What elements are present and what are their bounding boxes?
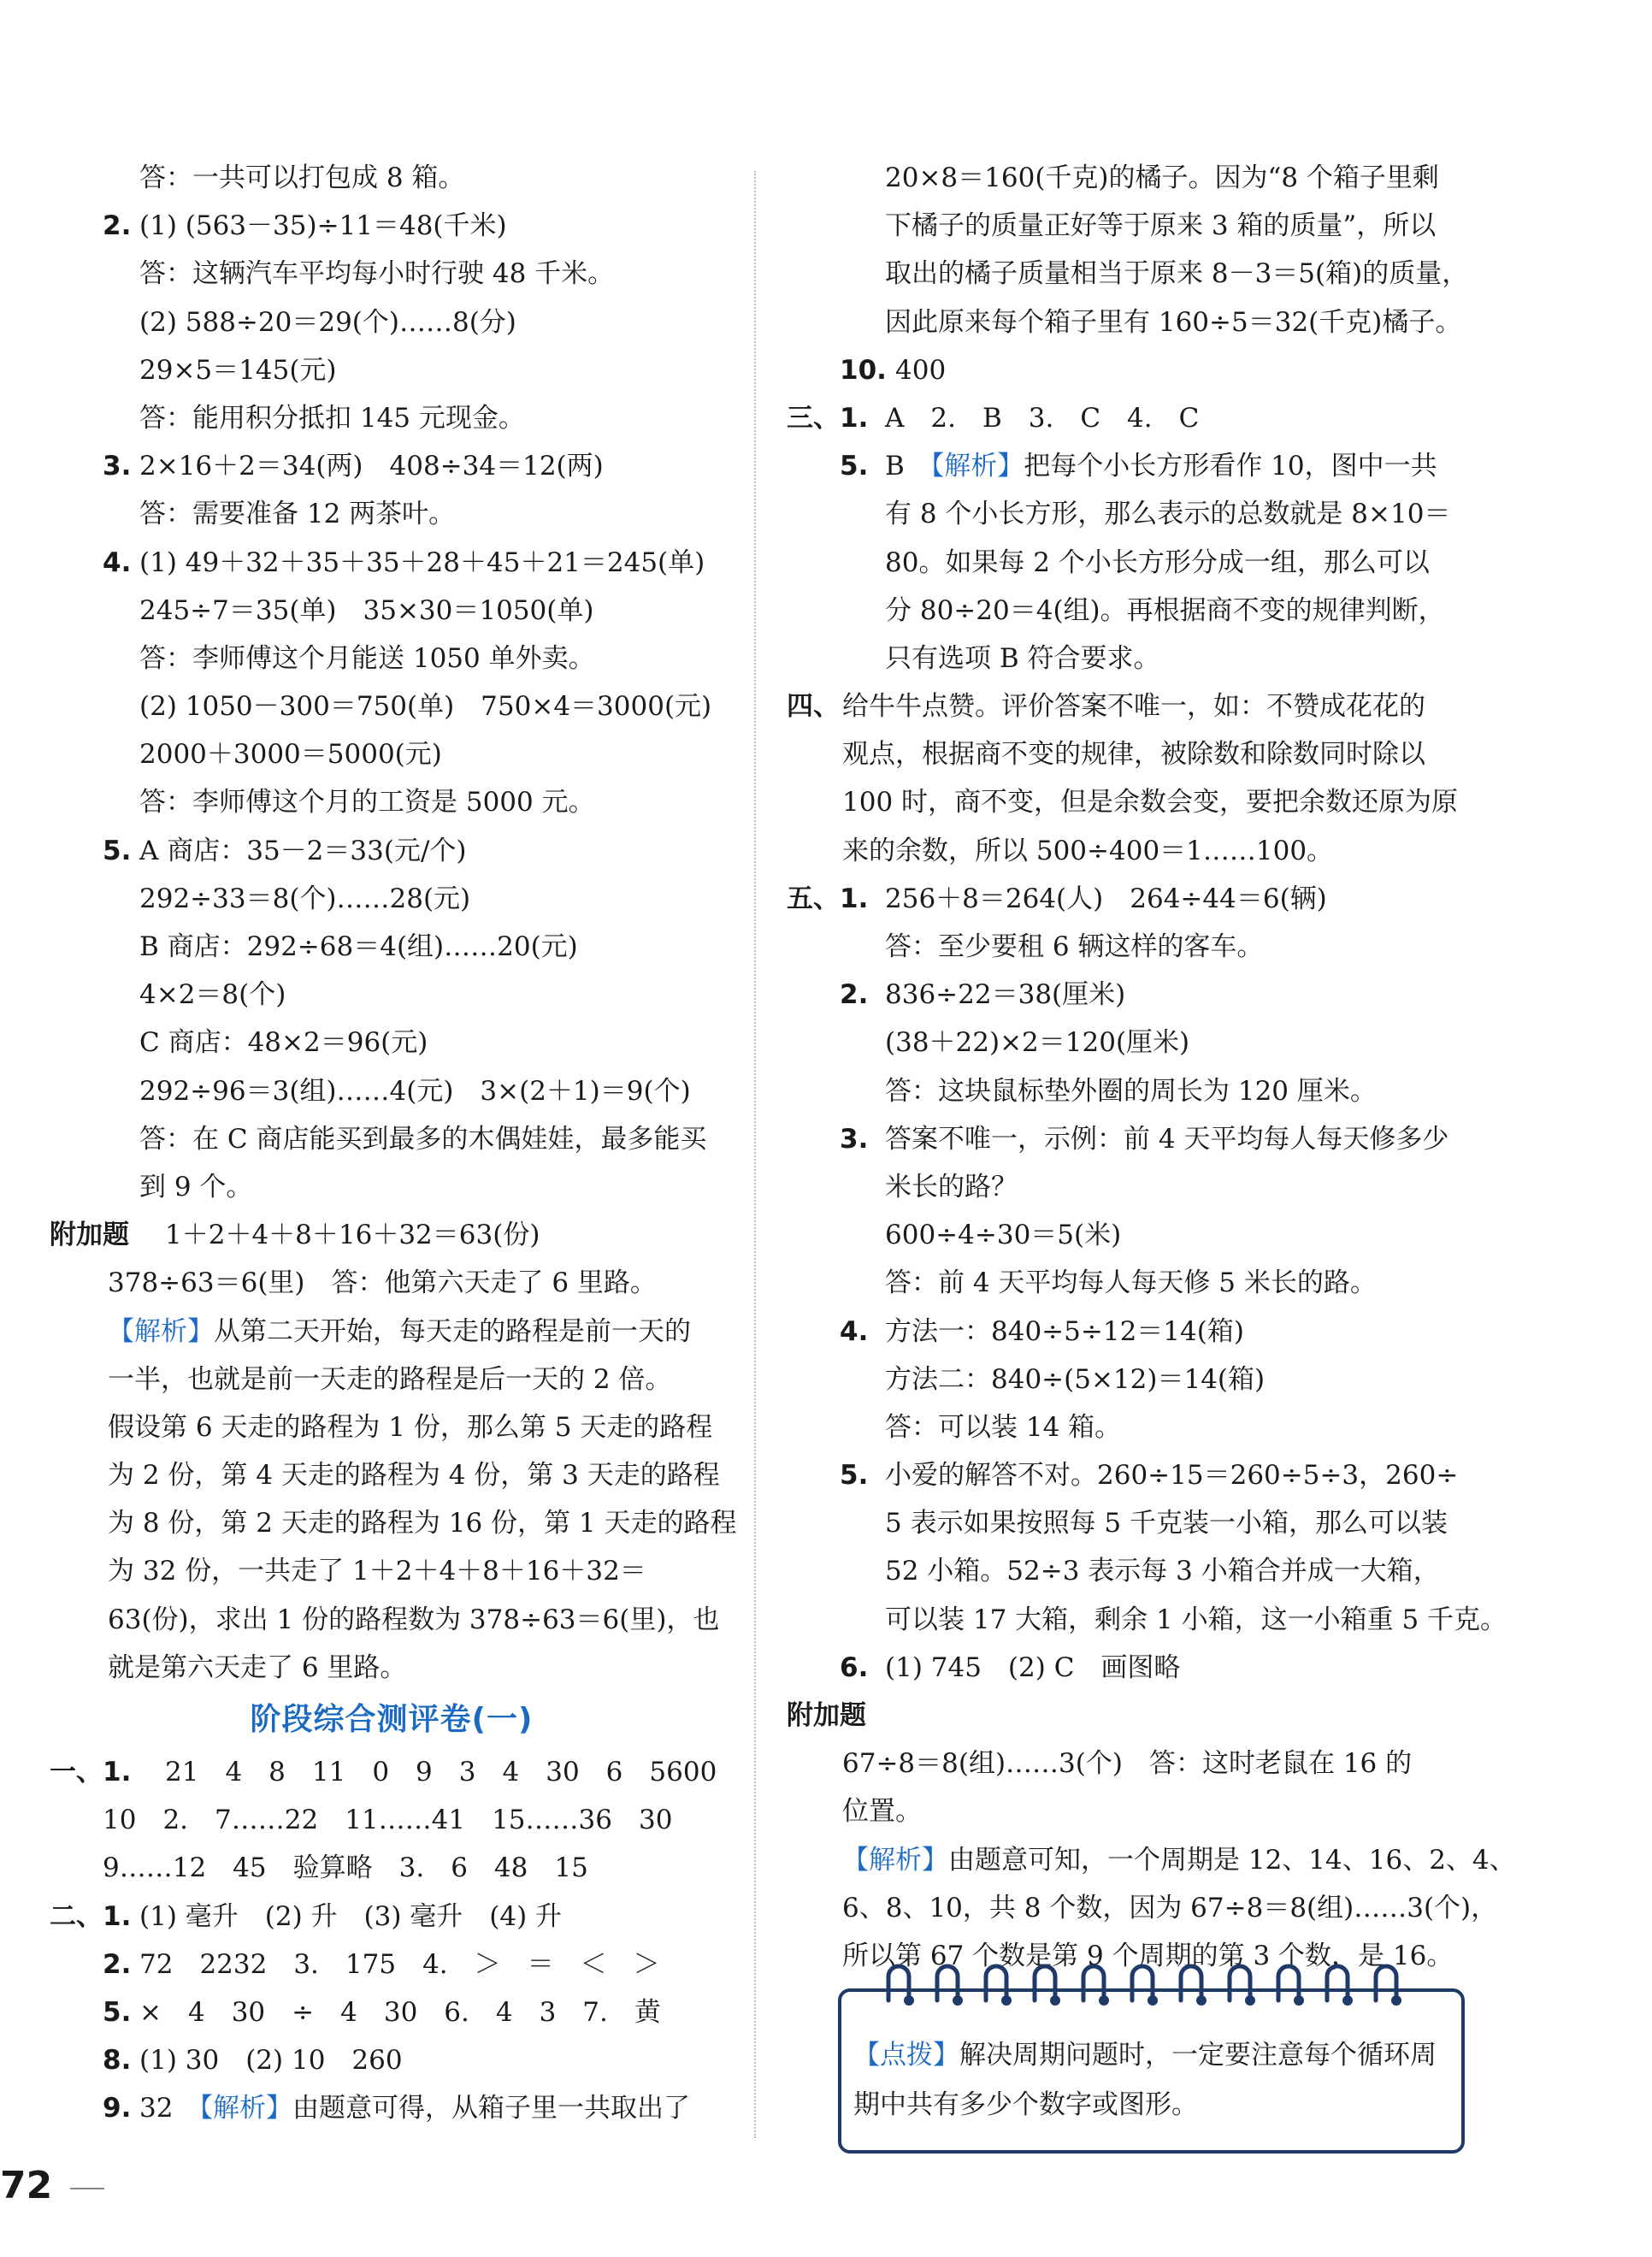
answer-main: 为 8 份，第 2 天走的路程为 16 份，第 1 天走的路程: [108, 1508, 737, 1539]
answer-line: [787, 1740, 1471, 1787]
answer-line: [50, 778, 734, 826]
answer-text: [139, 587, 593, 635]
answer-main: 所以第 67 个数是第 9 个周期的第 3 个数，是 16。: [842, 1940, 1454, 1971]
answer-text: [885, 1403, 1121, 1451]
answer-line: [50, 1115, 734, 1163]
analysis-text: 由题意可知，一个周期是 12、14、16、2、4、: [948, 1844, 1516, 1876]
tip-body: 解决周期问题时，一定要注意每个循环周期中共有多少个数字或图形。: [853, 2040, 1437, 2120]
section-number: 一、: [50, 1757, 103, 1787]
answer-text: [885, 1596, 1507, 1644]
answer-text: [139, 1988, 661, 2036]
answer-text: [139, 923, 578, 971]
answer-line: [50, 1403, 734, 1451]
answer-text: [108, 1644, 406, 1692]
answer-line: [787, 587, 1471, 635]
answer-text: [139, 971, 286, 1019]
answer-line: [50, 250, 734, 298]
answer-line: [50, 1499, 737, 1547]
answer-line: [787, 1644, 1471, 1692]
answer-line: [787, 346, 1471, 394]
answer-line: [50, 1163, 734, 1211]
answer-text: [842, 1740, 1412, 1787]
answer-line: [50, 635, 734, 682]
section-title: 阶段综合测评卷(一): [250, 1702, 534, 1737]
answer-line: [50, 1596, 734, 1644]
answer-text: [885, 1499, 1448, 1547]
answer-line: [787, 442, 1471, 490]
answer-text: [108, 1403, 712, 1451]
question-number: 3.: [103, 451, 132, 482]
answer-text: [842, 682, 1425, 730]
answer-main: 下橘子的质量正好等于原来 3 箱的质量”，所以: [885, 210, 1437, 242]
answer-main: 5 表示如果按照每 5 千克装一小箱，那么可以装: [885, 1508, 1448, 1539]
answer-line: [50, 1259, 734, 1307]
answer-line: [50, 587, 734, 635]
answer-main: 67÷8＝8(组)……3(个) 答：这时老鼠在 16 的: [842, 1748, 1413, 1780]
answer-line: [787, 682, 1471, 730]
answer-text: [885, 490, 1450, 538]
answer-main: 答案不唯一，示例：前 4 天平均每人每天修多少: [885, 1123, 1449, 1155]
answer-text: [139, 1893, 562, 1941]
answer-line: [50, 2036, 734, 2084]
answer-text: [885, 1308, 1244, 1356]
question-number: 1.: [103, 1757, 132, 1787]
answer-text: [885, 1115, 1448, 1163]
answer-main: 21 4 8 11 0 9 3 4 30 6 5600: [165, 1757, 717, 1787]
answer-main: 为 32 份，一共走了 1＋2＋4＋8＋16＋32＝: [108, 1556, 646, 1587]
answer-line: [50, 1211, 734, 1259]
answer-text: [139, 682, 711, 730]
answer-text: [165, 1748, 717, 1796]
answer-main: C 商店：48×2＝96(元): [139, 1027, 428, 1059]
answer-main: 小爱的解答不对。260÷15＝260÷5÷3，260÷: [885, 1460, 1459, 1492]
answer-text: [842, 730, 1425, 778]
left-column: [50, 154, 737, 2133]
answer-text: [885, 1644, 1180, 1692]
answer-line: [787, 539, 1471, 587]
analysis-text: 把每个小长方形看作 10，图中一共: [1024, 451, 1437, 482]
answer-main: 答：需要准备 12 两茶叶。: [139, 499, 456, 530]
answer-text: [139, 154, 464, 202]
notebook-rings-icon: [841, 1958, 1461, 2012]
column-divider: [754, 171, 756, 2138]
answer-main: 方法一：840÷5÷12＝14(箱): [885, 1315, 1244, 1347]
answer-main: 观点，根据商不变的规律，被除数和除数同时除以: [842, 739, 1425, 771]
answer-text: [895, 346, 946, 394]
answer-line: [787, 1067, 1471, 1115]
answer-text: [108, 1596, 719, 1644]
answer-main: A 2. B 3. C 4. C: [885, 402, 1200, 434]
answer-line: [787, 827, 1471, 875]
answer-text: [108, 1308, 691, 1356]
answer-line: [787, 923, 1471, 971]
question-number: 3.: [840, 1123, 869, 1155]
answer-text: [885, 1259, 1377, 1307]
answer-line: [50, 346, 734, 394]
answer-main: 可以装 17 大箱，剩余 1 小箱，这一小箱重 5 千克。: [885, 1604, 1507, 1635]
answer-main: 836÷22＝38(厘米): [885, 979, 1126, 1011]
answer-main: B: [885, 451, 905, 482]
answer-line: [787, 1163, 1471, 1211]
analysis-text: 由题意可得，从箱子里一共取出了: [292, 2093, 690, 2124]
answer-text: [885, 202, 1436, 250]
answer-text: [885, 635, 1160, 682]
answer-line: [787, 1547, 1471, 1595]
answer-main: 292÷33＝8(个)……28(元): [139, 883, 471, 914]
question-number: 5.: [103, 1996, 132, 2028]
answer-line: [50, 1844, 734, 1892]
page-number-rule: [70, 2188, 104, 2189]
answer-main: 分 80÷20＝4(组)。再根据商不变的规律判断，: [885, 594, 1445, 626]
answer-main: 答：这块鼠标垫外圈的周长为 120 厘米。: [885, 1075, 1377, 1107]
answer-line: [787, 1403, 1471, 1451]
answer-main: 29×5＝145(元): [139, 354, 337, 386]
answer-main: B 商店：292÷68＝4(组)……20(元): [139, 931, 578, 962]
analysis-label: 【解析】: [108, 1315, 214, 1347]
answer-main: 有 8 个小长方形，那么表示的总数就是 8×10＝: [885, 499, 1451, 530]
answer-text: [139, 490, 455, 538]
answer-text: [139, 730, 442, 778]
answer-text: [139, 250, 614, 298]
answer-line: [50, 1067, 734, 1115]
answer-main: 答：可以装 14 箱。: [885, 1411, 1122, 1443]
answer-main: (2) 1050－300＝750(单) 750×4＝3000(元): [139, 691, 712, 723]
answer-line: [50, 730, 734, 778]
answer-line: [50, 1451, 734, 1499]
answer-line: [50, 923, 734, 971]
answer-line: [50, 1308, 734, 1356]
answer-text: [139, 394, 525, 442]
answer-main: A 商店：35－2＝33(元/个): [139, 835, 467, 866]
answer-line: [787, 1596, 1507, 1644]
answer-text: [139, 2036, 403, 2084]
section-number: 四、: [787, 691, 840, 723]
answer-line: [787, 490, 1471, 538]
answer-text: [139, 346, 337, 394]
answer-line: [787, 730, 1471, 778]
answer-text: [885, 1163, 1018, 1211]
question-number: 8.: [103, 2045, 132, 2077]
answer-line: [50, 1941, 734, 1988]
answer-main: (1) 毫升 (2) 升 (3) 毫升 (4) 升: [139, 1900, 563, 1932]
answer-text: [885, 587, 1445, 635]
answer-line: [787, 1836, 1516, 1884]
answer-main: 就是第六天走了 6 里路。: [108, 1651, 407, 1683]
answer-main: 100 时，商不变，但是余数会变，要把余数还原为原: [842, 787, 1459, 818]
answer-text: [139, 1163, 252, 1211]
answer-line: [50, 1356, 734, 1403]
answer-text: [885, 298, 1461, 346]
answer-line: [50, 154, 734, 202]
answer-text: [885, 971, 1125, 1019]
answer-line: [50, 202, 734, 250]
answer-main: 来的余数，所以 500÷400＝1……100。: [842, 835, 1334, 866]
answer-main: 6、8、10，共 8 个数，因为 67÷8＝8(组)……3(个)，: [842, 1892, 1498, 1923]
answer-line: [50, 827, 734, 875]
section-number: 五、: [787, 883, 840, 914]
answer-text: [103, 1796, 672, 1844]
answer-line: [787, 154, 1471, 202]
answer-line: [787, 971, 1471, 1019]
answer-text: [139, 298, 516, 346]
answer-text: [885, 539, 1430, 587]
answer-line: [787, 1019, 1471, 1066]
tip-text: [853, 2030, 1452, 2130]
answer-main: 52 小箱。52÷3 表示每 3 小箱合并成一大箱，: [885, 1556, 1440, 1587]
question-number: 5.: [840, 451, 869, 482]
answer-main: (1) 30 (2) 10 260: [139, 2045, 403, 2077]
answer-line: [787, 875, 1471, 923]
answer-line: [787, 298, 1471, 346]
answer-main: 给牛牛点赞。评价答案不唯一，如：不赞成花花的: [842, 691, 1425, 723]
answer-text: [139, 539, 705, 587]
answer-line: [787, 635, 1471, 682]
question-number: 1.: [840, 402, 869, 434]
answer-main: 2000＋3000＝5000(元): [139, 739, 442, 771]
answer-line: [50, 1748, 734, 1796]
answer-main: (1) 745 (2) C 画图略: [885, 1651, 1181, 1683]
answer-text: [885, 394, 1199, 442]
tip-label: 【点拨】: [853, 2040, 959, 2071]
answer-main: 因此原来每个箱子里有 160÷5＝32(千克)橘子。: [885, 306, 1462, 338]
answer-text: [139, 1019, 428, 1066]
answer-line: [50, 1988, 734, 2036]
answer-text: [885, 154, 1439, 202]
question-number: 2.: [103, 210, 132, 242]
answer-main: 答：李师傅这个月的工资是 5000 元。: [139, 787, 595, 818]
question-number: 1.: [103, 1900, 132, 1932]
answer-main: 只有选项 B 符合要求。: [885, 642, 1160, 674]
analysis-label: 【解析】: [842, 1844, 948, 1876]
answer-line: [787, 202, 1471, 250]
answer-text: [108, 1547, 646, 1595]
answer-main: 答：这辆汽车平均每小时行驶 48 千米。: [139, 258, 615, 290]
answer-text: [139, 1941, 660, 1988]
answer-text: [885, 442, 1437, 490]
answer-line: [50, 1796, 734, 1844]
answer-text: [139, 635, 595, 682]
answer-main: (1) (563－35)÷11＝48(千米): [139, 210, 507, 242]
question-number: 4.: [840, 1315, 869, 1347]
answer-text: [842, 827, 1333, 875]
answer-line: [50, 442, 734, 490]
answer-main: 答：至少要租 6 辆这样的客车。: [885, 931, 1264, 962]
bonus-question-label: 附加题: [787, 1700, 866, 1731]
answer-main: 80。如果每 2 个小长方形分成一组，那么可以: [885, 547, 1430, 578]
answer-line: [50, 1547, 734, 1595]
answer-line: [50, 1644, 734, 1692]
answer-main: 答：前 4 天平均每人每天修 5 米长的路。: [885, 1267, 1377, 1299]
answer-line: [787, 250, 1471, 298]
answer-main: 10 2. 7……22 11……41 15……36 30: [103, 1805, 673, 1836]
answer-line: [787, 778, 1471, 826]
answer-text: [885, 1067, 1377, 1115]
question-number: 9.: [103, 2093, 132, 2124]
answer-main: 到 9 个。: [139, 1171, 253, 1202]
answer-text: [885, 1547, 1440, 1595]
answer-line: [787, 1787, 1471, 1835]
answer-main: 1＋2＋4＋8＋16＋32＝63(份): [165, 1220, 540, 1251]
answer-main: 位置。: [842, 1796, 922, 1828]
answer-text: [885, 1451, 1458, 1499]
answer-main: 2×16＋2＝34(两) 408÷34＝12(两): [139, 451, 604, 482]
page-number: 72: [0, 2164, 53, 2207]
answer-line: [50, 875, 734, 923]
answer-line: [787, 1451, 1471, 1499]
answer-text: [885, 923, 1263, 971]
answer-text: [108, 1499, 736, 1547]
answer-text: [842, 1787, 922, 1835]
answer-text: [139, 827, 467, 875]
answer-line: [50, 490, 734, 538]
answer-main: 378÷63＝6(里) 答：他第六天走了 6 里路。: [108, 1267, 657, 1299]
answer-text: [108, 1259, 657, 1307]
answer-text: [885, 1019, 1189, 1066]
question-number: 4.: [103, 547, 132, 578]
answer-text: [842, 778, 1458, 826]
question-number: 5.: [840, 1460, 869, 1492]
answer-line: [50, 682, 734, 730]
answer-main: 取出的橘子质量相当于原来 8－3＝5(箱)的质量，: [885, 258, 1469, 290]
answer-text: [108, 1356, 671, 1403]
right-column: [787, 154, 1516, 1980]
answer-main: 9……12 45 验算略 3. 6 48 15: [103, 1852, 588, 1884]
answer-line: [50, 2084, 734, 2132]
question-number: 2.: [103, 1948, 132, 1980]
answer-main: 答：李师傅这个月能送 1050 单外卖。: [139, 642, 595, 674]
answer-line: [787, 1308, 1471, 1356]
answer-line: [50, 1893, 734, 1941]
answer-text: [885, 1211, 1121, 1259]
answer-main: 答：一共可以打包成 8 箱。: [139, 162, 465, 193]
answer-line: [787, 1211, 1471, 1259]
answer-main: 为 2 份，第 4 天走的路程为 4 份，第 3 天走的路程: [108, 1460, 720, 1492]
section-number: 三、: [787, 402, 840, 434]
answer-text: [139, 1067, 691, 1115]
answer-main: 600÷4÷30＝5(米): [885, 1220, 1122, 1251]
answer-main: × 4 30 ÷ 4 30 6. 4 3 7. 黄: [139, 1996, 661, 2028]
answer-line: [787, 1692, 1471, 1740]
answer-main: 72 2232 3. 175 4. ＞ ＝ ＜ ＞: [139, 1948, 660, 1980]
answer-main: 4×2＝8(个): [139, 979, 286, 1011]
answer-main: 米长的路？: [885, 1171, 1018, 1202]
answer-main: 一半，也就是前一天走的路程是后一天的 2 倍。: [108, 1363, 672, 1395]
answer-main: 假设第 6 天走的路程为 1 份，那么第 5 天走的路程: [108, 1411, 713, 1443]
question-number: 5.: [103, 835, 132, 866]
analysis-text: 从第二天开始，每天走的路程是前一天的: [214, 1315, 691, 1347]
answer-main: (1) 49＋32＋35＋35＋28＋45＋21＝245(单): [139, 547, 705, 578]
analysis-label: 【解析】: [930, 451, 1024, 482]
answer-line: [787, 394, 1471, 442]
answer-text: [139, 875, 470, 923]
question-number: 2.: [840, 979, 869, 1011]
answer-main: 答：能用积分抵扣 145 元现金。: [139, 402, 525, 434]
question-number: 6.: [840, 1651, 869, 1683]
answer-main: 答：在 C 商店能买到最多的木偶娃娃，最多能买: [139, 1123, 707, 1155]
answer-main: 20×8＝160(千克)的橘子。因为“8 个箱子里剩: [885, 162, 1439, 193]
answer-text: [139, 1115, 706, 1163]
answer-line: [787, 1884, 1498, 1932]
answer-line: [50, 539, 734, 587]
answer-text: [139, 778, 595, 826]
answer-text: [108, 1451, 720, 1499]
answer-text: [139, 2084, 690, 2132]
answer-line: [787, 1115, 1471, 1163]
section-number: 二、: [50, 1900, 103, 1932]
answer-text: [103, 1844, 588, 1892]
answer-text: [842, 1884, 1497, 1932]
answer-line: [50, 394, 734, 442]
answer-main: 63(份)，求出 1 份的路程数为 378÷63＝6(里)，也: [108, 1604, 720, 1635]
answer-main: 256＋8＝264(人) 264÷44＝6(辆): [885, 883, 1327, 914]
answer-line: [787, 1356, 1471, 1403]
answer-text: [885, 875, 1327, 923]
answer-text: [885, 250, 1468, 298]
answer-line: [787, 1499, 1471, 1547]
answer-text: [139, 442, 604, 490]
answer-line: [787, 1259, 1471, 1307]
answer-main: (2) 588÷20＝29(个)……8(分): [139, 306, 516, 338]
question-number: 10.: [840, 354, 887, 386]
answer-text: [139, 202, 507, 250]
bonus-question-label: 附加题: [50, 1220, 129, 1251]
answer-main: 方法二：840÷(5×12)＝14(箱): [885, 1363, 1266, 1395]
question-number: 1.: [840, 883, 869, 914]
answer-main: 245÷7＝35(单) 35×30＝1050(单): [139, 594, 594, 626]
answer-text: [885, 1356, 1265, 1403]
answer-text: [165, 1211, 540, 1259]
answer-main: 292÷96＝3(组)……4(元) 3×(2＋1)＝9(个): [139, 1075, 691, 1107]
analysis-label: 【解析】: [199, 2093, 292, 2124]
answer-line: [50, 298, 734, 346]
answer-main: (38＋22)×2＝120(厘米): [885, 1027, 1190, 1059]
answer-line: [50, 1019, 734, 1066]
answer-main: 32: [139, 2093, 174, 2124]
tip-box: [838, 1988, 1465, 2154]
answer-line: [50, 971, 734, 1019]
answer-main: 400: [895, 354, 947, 386]
answer-text: [842, 1836, 1516, 1884]
